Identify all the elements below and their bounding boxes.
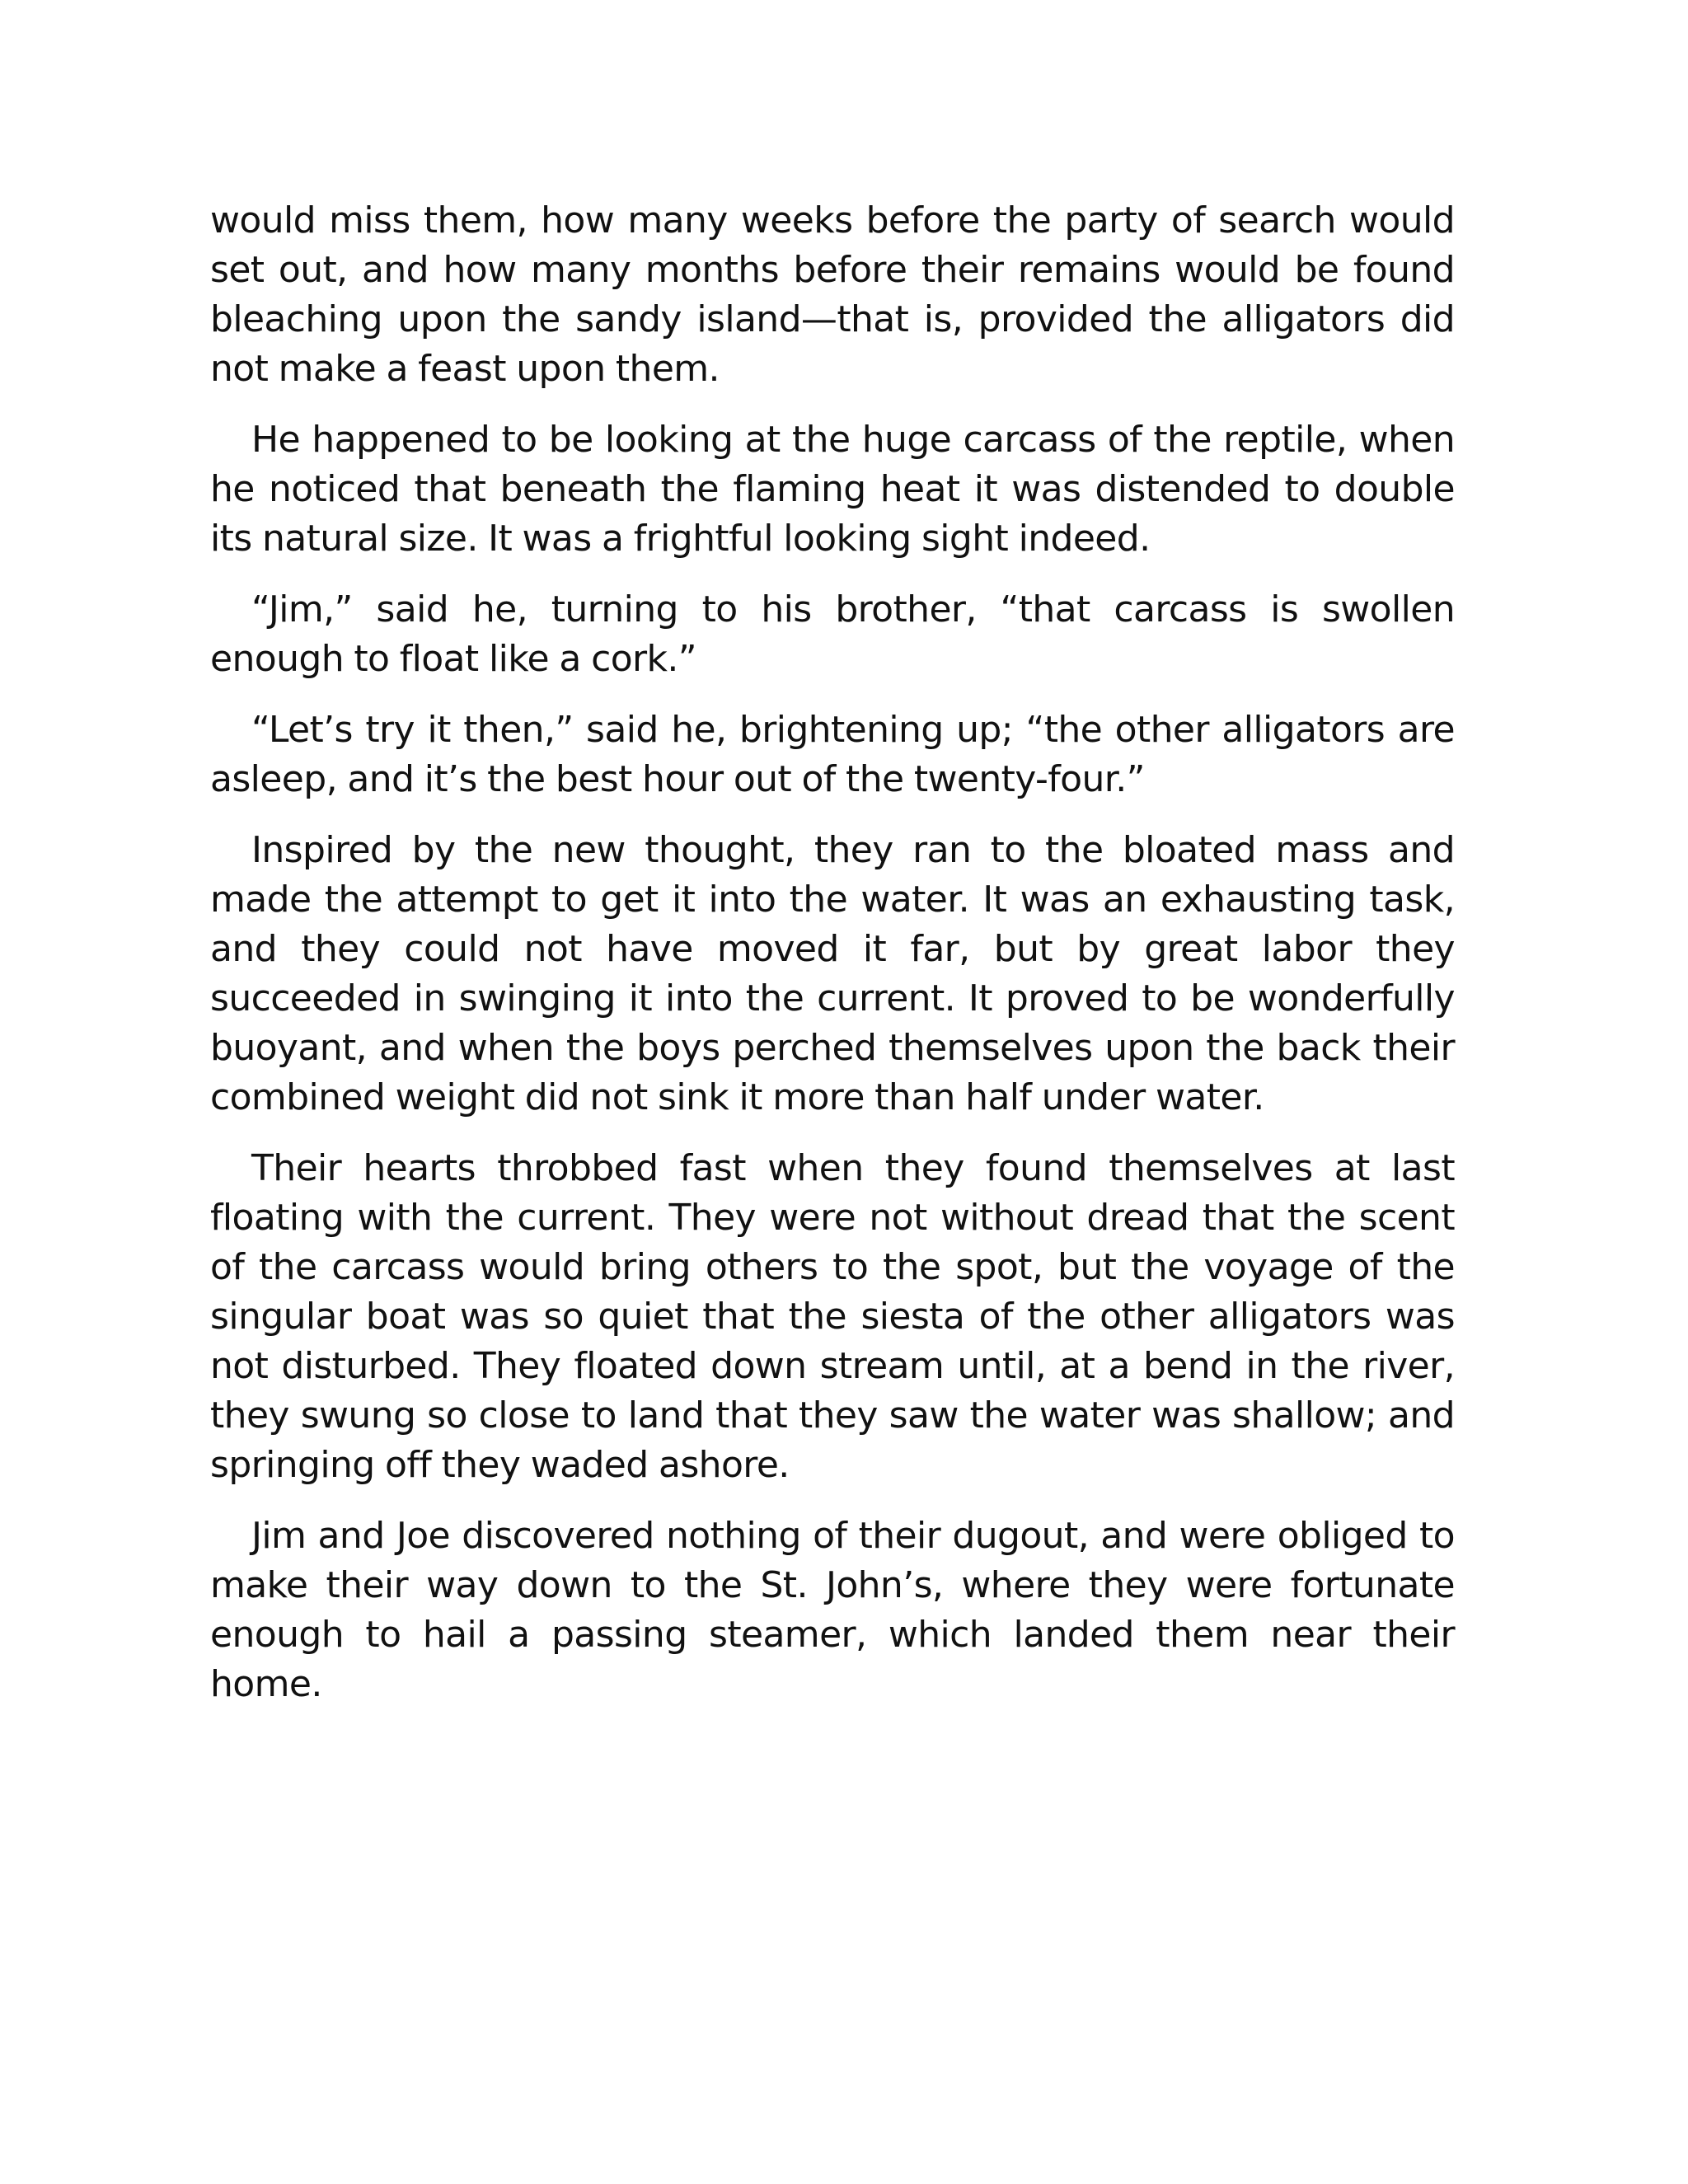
paragraph-2: He happened to be looking at the huge carcass of the reptile, when he noticed that beneath the flaming heat it was distended to double its natural size. It was a frightful looking sight indeed. (210, 419, 1455, 560)
body-text (210, 196, 1455, 1731)
paragraph-5: Inspired by the new thought, they ran to the bloated mass and made the attempt to get it into the water. It was an exhausting task, and they could not have moved it far, but by great labor they succeeded in swinging it into the current. It proved to be wonderfully buoyant, and when the boys perched themselves upon the back their combined weight did not sink it more than half under water. (210, 829, 1455, 1118)
paragraph-6: Their hearts throbbed fast when they found themselves at last floating with the current. They were not without dread that the scent of the carcass would bring others to the spot, but the voyage of the singular boat was so quiet that the siesta of the other alligators was not disturbed. They floated down stream until, at a bend in the river, they swung so close to land that they saw the water was shallow; and springing off they waded ashore. (210, 1147, 1455, 1486)
paragraph-3: “Jim,” said he, turning to his brother, “that carcass is swollen enough to float like a cork.” (210, 588, 1455, 680)
paragraph-7: Jim and Joe discovered nothing of their dugout, and were obliged to make their way down to the St. John’s, where they were fortunate enough to hail a passing steamer, which landed them near their home. (210, 1515, 1455, 1705)
paragraph-1: would miss them, how many weeks before the party of search would set out, and how many months before their remains would be found bleaching upon the sandy island—that is, provided the alligators did not make a feast upon them. (210, 199, 1455, 390)
paragraph-4: “Let’s try it then,” said he, brightening up; “the other alligators are asleep, and it’s the best hour out of the twenty-four.” (210, 709, 1455, 800)
